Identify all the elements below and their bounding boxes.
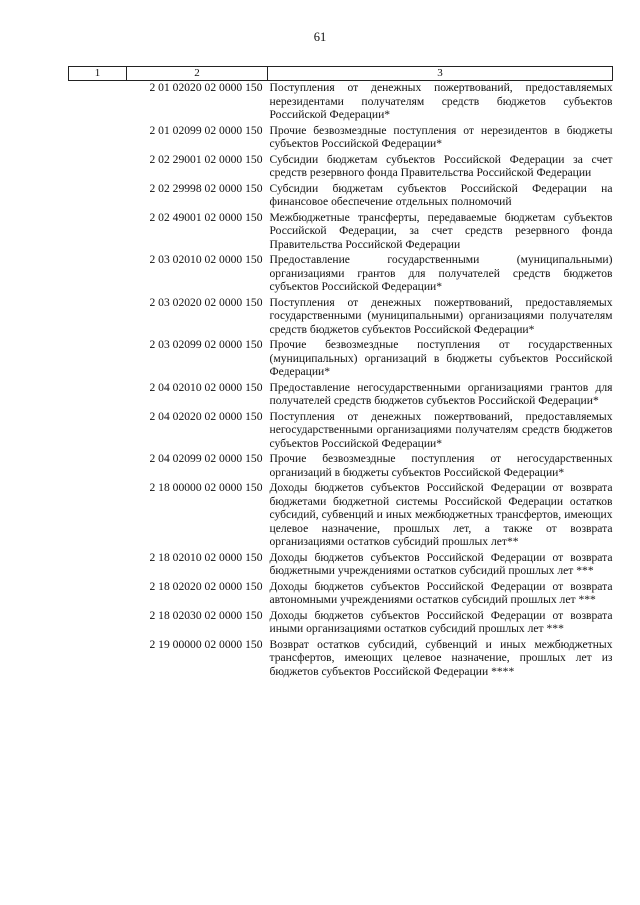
table-row (69, 182, 613, 211)
income-description: Возврат остатков субсидий, субвенций и иных межбюджетных трансфертов, имеющих целевое назначение, прошлых лет из бюджетов субъектов Российской Федерации **** (269, 637, 613, 678)
income-description: Прочие безвозмездные поступления от негосударственных организаций в бюджеты субъектов Российской Федерации* (269, 452, 613, 479)
table-row (69, 609, 613, 638)
header-col-1: 1 (69, 67, 127, 81)
row-blank-cell (69, 452, 127, 481)
budget-code: 2 03 02099 02 0000 150 (149, 338, 263, 351)
budget-code: 2 02 29998 02 0000 150 (149, 181, 263, 195)
row-blank-cell (69, 481, 127, 551)
budget-code: 2 01 02099 02 0000 150 (149, 123, 263, 137)
budget-code: 2 18 02010 02 0000 150 (149, 550, 263, 564)
budget-code: 2 03 02010 02 0000 150 (149, 253, 263, 266)
income-description: Предоставление негосударственными организациями грантов для получателей средств бюджетов субъектов Российской Федерации* (269, 380, 613, 407)
table-row (69, 638, 613, 681)
income-description: Субсидии бюджетам субъектов Российской Федерации за счет средств резервного фонда Правительства Российской Федерации (269, 152, 613, 179)
budget-classification-table (68, 66, 613, 680)
table-row (69, 381, 613, 410)
income-description: Субсидии бюджетам субъектов Российской Федерации на финансовое обеспечение отдельных полномочий (269, 181, 613, 208)
income-description: Доходы бюджетов субъектов Российской Федерации от возврата бюджетами бюджетной системы Российской Федерации остатков субсидий, субвенций и иных межбюджетных трансфертов, имеющих целевое назначение, прошлых лет, а также от возврата организациями остатков субсидий прошлых лет** (269, 481, 613, 548)
budget-code: 2 04 02010 02 0000 150 (149, 380, 263, 394)
row-blank-cell (69, 410, 127, 453)
income-description: Предоставление государственными (муниципальными) организациями грантов для получателей средств бюджетов субъектов Российской Федерации* (269, 253, 613, 293)
budget-code: 2 18 00000 02 0000 150 (149, 481, 263, 494)
row-blank-cell (69, 296, 127, 339)
budget-code: 2 18 02030 02 0000 150 (149, 608, 263, 622)
budget-code: 2 01 02020 02 0000 150 (149, 81, 263, 94)
income-description: Поступления от денежных пожертвований, предоставляемых государственными (муниципальными) организациями получателям средств бюджетов субъектов Российской Федерации* (269, 295, 613, 336)
budget-code: 2 02 49001 02 0000 150 (149, 210, 263, 224)
header-col-3: 3 (268, 67, 613, 81)
row-blank-cell (69, 551, 127, 580)
table-row (69, 253, 613, 296)
table-row (69, 211, 613, 254)
row-blank-cell (69, 609, 127, 638)
row-blank-cell (69, 580, 127, 609)
budget-code: 2 02 29001 02 0000 150 (149, 152, 263, 166)
row-blank-cell (69, 182, 127, 211)
table-row (69, 338, 613, 381)
budget-code: 2 04 02099 02 0000 150 (149, 452, 263, 465)
header-row (69, 67, 613, 81)
row-blank-cell (69, 338, 127, 381)
table-header (69, 67, 613, 81)
table-row (69, 551, 613, 580)
table-row (69, 81, 613, 124)
income-description: Поступления от денежных пожертвований, предоставляемых нерезидентами получателям средств бюджетов субъектов Российской Федерации* (269, 81, 613, 121)
row-blank-cell (69, 253, 127, 296)
table-row (69, 580, 613, 609)
income-description: Доходы бюджетов субъектов Российской Федерации от возврата автономными учреждениями остатков субсидий прошлых лет *** (269, 579, 613, 606)
page-number: 61 (313, 30, 327, 44)
table-row (69, 410, 613, 453)
budget-code: 2 03 02020 02 0000 150 (149, 295, 263, 309)
budget-code: 2 04 02020 02 0000 150 (149, 409, 263, 423)
table-row (69, 296, 613, 339)
header-col-2: 2 (127, 67, 268, 81)
table-row (69, 124, 613, 153)
budget-code: 2 18 02020 02 0000 150 (149, 579, 263, 593)
table-row (69, 153, 613, 182)
row-blank-cell (69, 81, 127, 124)
table-row (69, 452, 613, 481)
table-row (69, 481, 613, 551)
row-blank-cell (69, 638, 127, 681)
budget-code: 2 19 00000 02 0000 150 (149, 637, 263, 651)
income-description: Межбюджетные трансферты, передаваемые бюджетам субъектов Российской Федерации, за счет средств резервного фонда Правительства Российской Федерации (269, 210, 613, 251)
income-description: Доходы бюджетов субъектов Российской Федерации от возврата иными организациями остатков субсидий прошлых лет *** (269, 608, 613, 635)
row-blank-cell (69, 153, 127, 182)
row-blank-cell (69, 211, 127, 254)
income-description: Прочие безвозмездные поступления от государственных (муниципальных) организаций в бюджеты субъектов Российской Федерации* (269, 338, 613, 378)
income-description: Доходы бюджетов субъектов Российской Федерации от возврата бюджетными учреждениями остатков субсидий прошлых лет *** (269, 550, 613, 577)
row-blank-cell (69, 381, 127, 410)
row-blank-cell (69, 124, 127, 153)
income-description: Поступления от денежных пожертвований, предоставляемых негосударственными организациями получателям средств бюджетов субъектов Российской Федерации* (269, 409, 613, 450)
income-description: Прочие безвозмездные поступления от нерезидентов в бюджеты субъектов Российской Федерации* (269, 123, 613, 150)
table-body (69, 81, 613, 681)
